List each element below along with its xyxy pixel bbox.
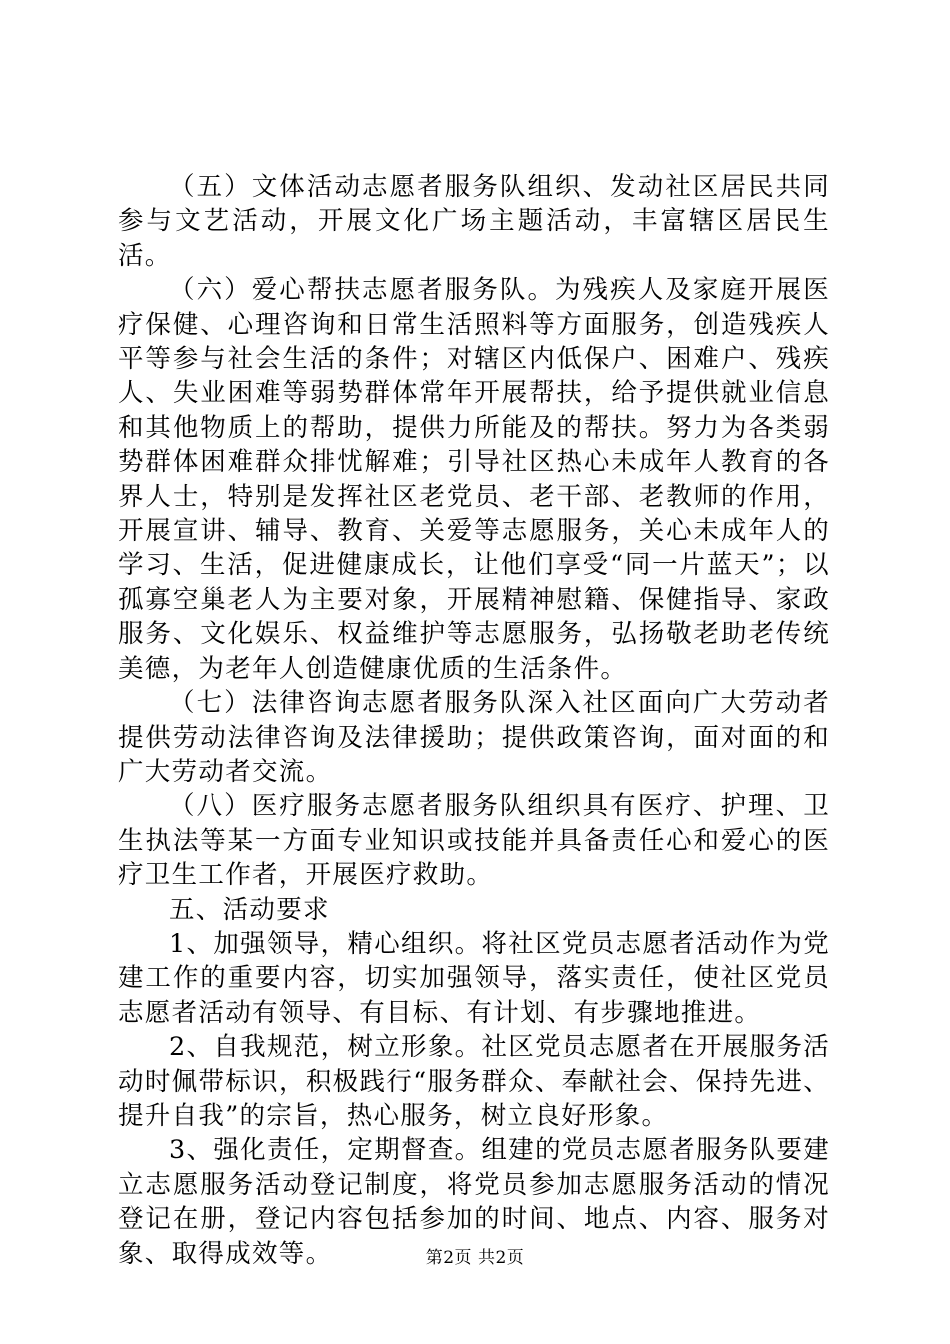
- paragraph-falv-team: （七）法律咨询志愿者服务队深入社区面向广大劳动者提供劳动法律咨询及法律援助；提供政策咨询，面对面的和广大劳动者交流。: [118, 688, 830, 787]
- paragraph-requirement-2: 2、自我规范，树立形象。社区党员志愿者在开展服务活动时佩带标识，积极践行“服务群众、奉献社会、保持先进、提升自我”的宗旨，热心服务，树立良好形象。: [118, 1032, 830, 1131]
- document-body: [118, 170, 830, 1271]
- section-heading-requirements: 五、活动要求: [169, 894, 330, 925]
- page-footer: 第2页 共2页: [425, 1248, 525, 1268]
- paragraph-requirement-1: 1、加强领导，精心组织。将社区党员志愿者活动作为党建工作的重要内容，切实加强领导，落实责任，使社区党员志愿者活动有领导、有目标、有计划、有步骤地推进。: [118, 928, 830, 1028]
- paragraph-yiliao-team: （八）医疗服务志愿者服务队组织具有医疗、护理、卫生执法等某一方面专业知识或技能并具备责任心和爱心的医疗卫生工作者，开展医疗救助。: [118, 791, 830, 891]
- paragraph-aixin-team: （六）爱心帮扶志愿者服务队。为残疾人及家庭开展医疗保健、心理咨询和日常生活照料等方面服务，创造残疾人平等参与社会生活的条件；对辖区内低保户、困难户、残疾人、失业困难等弱势群体常年开展帮扶，给予提供就业信息和其他物质上的帮助，提供力所能及的帮扶。努力为各类弱势群体困难群众排忧解难；引导社区热心未成年人教育的各界人士，特别是发挥社区老党员、老干部、老教师的作用，开展宣讲、辅导、教育、关爱等志愿服务，关心未成年人的学习、生活，促进健康成长，让他们享受“同一片蓝天”；以孤寡空巢老人为主要对象，开展精神慰籍、保健指导、家政服务、文化娱乐、权益维护等志愿服务，弘扬敬老助老传统美德，为老年人创造健康优质的生活条件。: [118, 275, 830, 684]
- paragraph-wenti-team: （五）文体活动志愿者服务队组织、发动社区居民共同参与文艺活动，开展文化广场主题活动，丰富辖区居民生活。: [118, 172, 830, 271]
- paragraph-requirement-3: 3、强化责任，定期督查。组建的党员志愿者服务队要建立志愿服务活动登记制度，将党员参加志愿服务活动的情况登记在册，登记内容包括参加的时间、地点、内容、服务对象、取得成效等。: [118, 1135, 830, 1269]
